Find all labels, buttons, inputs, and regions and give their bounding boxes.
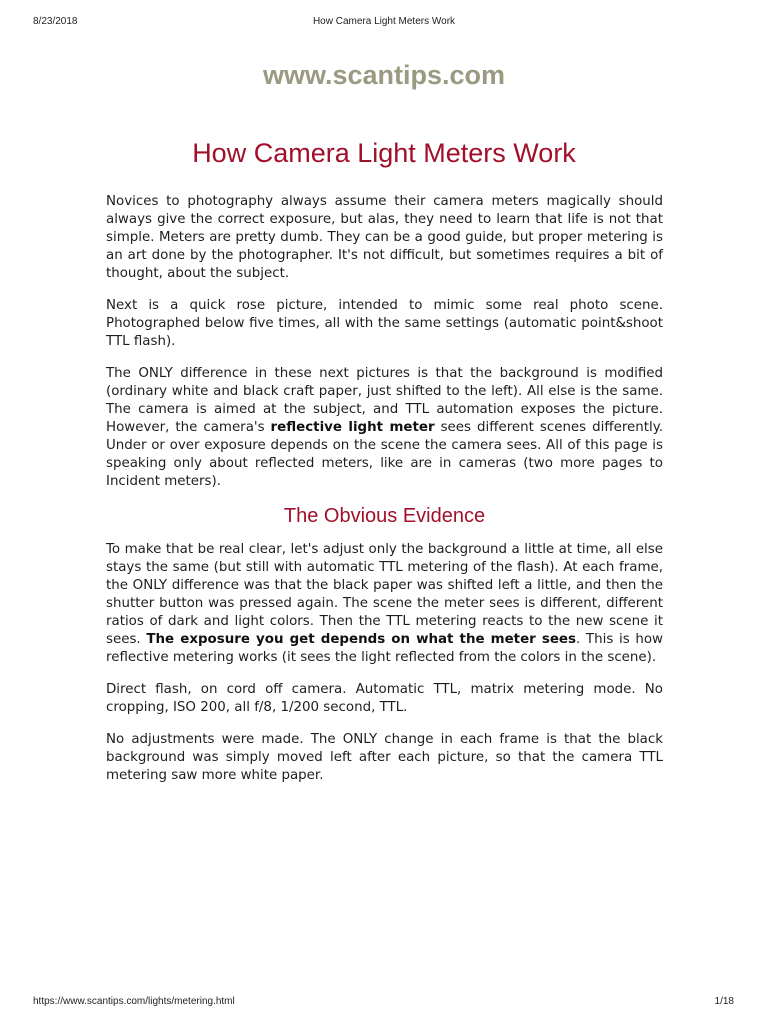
paragraph-text: The ONLY difference in these next pictures is that the background is modified (ordinary white and black craft paper, just shifted to the left). All else is the same. The camera is aimed at the subject, and TTL automation exposes the picture. However, the camera's [106,366,663,435]
paragraph-only-difference [106,365,663,491]
page-title: How Camera Light Meters Work [192,138,576,168]
print-footer [0,996,768,1010]
emphasis-reflective-light-meter: reflective light meter [270,420,435,435]
paragraph-background-adjust [106,541,663,667]
page-number: 1/18 [714,996,734,1007]
section-heading-obvious-evidence: The Obvious Evidence [283,505,486,527]
paragraph-text: sees different scenes differently. Under or over exposure depends on the scene the camera sees. All of this page is speaking only about reflected meters, like are in cameras (two more pages to Incident meters). [106,420,663,489]
paragraph-rose-picture: Next is a quick rose picture, intended to mimic some real photo scene. Photographed below five times, all with the same settings (automatic point&shoot TTL flash). [106,298,663,349]
paragraph-intro: Novices to photography always assume their camera meters magically should always give the correct exposure, but alas, they need to learn that life is not that simple. Meters are pretty dumb. They can be a good guide, but proper metering is an art done by the photographer. It's not difficult, but sometimes requires a bit of thought, about the subject. [106,194,663,281]
paragraph-text: . This is how reflective metering works (it sees the light reflected from the colors in the scene). [106,632,664,665]
print-doc-title: How Camera Light Meters Work [312,16,456,27]
paragraph-no-adjustments: No adjustments were made. The ONLY change in each frame is that the black background was simply moved left after each picture, so that the camera TTL metering saw more white paper. [106,732,663,783]
print-header [0,16,768,30]
print-date: 8/23/2018 [33,16,78,27]
site-banner: www.scantips.com [262,60,506,90]
emphasis-exposure-depends: The exposure you get depends on what the meter sees [146,632,576,647]
print-url: https://www.scantips.com/lights/metering.html [33,996,235,1007]
paragraph-flash-settings: Direct flash, on cord off camera. Automatic TTL, matrix metering mode. No cropping, ISO 200, all f/8, 1/200 second, TTL. [106,682,663,715]
paragraph-text: To make that be real clear, let's adjust only the background a little at time, all else stays the same (but still with automatic TTL metering of the flash). At each frame, the ONLY difference was that the black paper was shifted left a little, and then the shutter button was pressed again. The scene the meter sees is different, different ratios of dark and light colors. Then the TTL metering reacts to the new scene it sees. [106,542,663,647]
article-body [106,193,663,799]
